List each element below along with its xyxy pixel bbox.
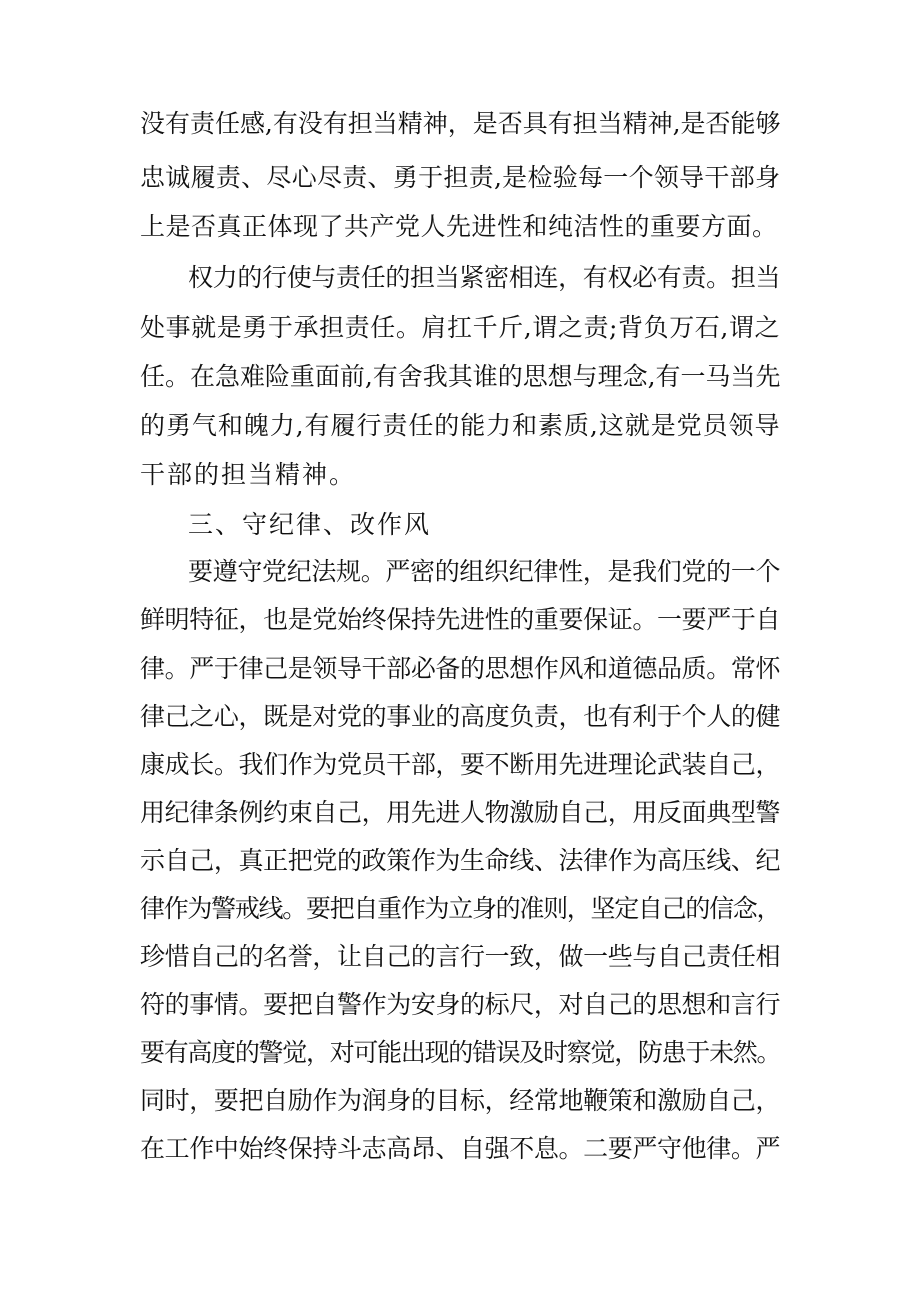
- text-line: 处事就是勇于承担责任。肩扛千斤,谓之责;背负万石,谓之: [140, 313, 780, 342]
- text-line: 用纪律条例约束自己，用先进人物激励自己，用反面典型警: [140, 798, 780, 827]
- text-line: 律。严于律己是领导干部必备的思想作风和道德品质。常怀: [140, 654, 780, 683]
- text-line: 康成长。我们作为党员干部，要不断用先进理论武装自己，: [140, 750, 780, 779]
- section-heading: 三、守纪律、改作风: [188, 510, 432, 539]
- text-line: 的勇气和魄力,有履行责任的能力和素质,这就是党员领导: [140, 411, 780, 440]
- text-line: 忠诚履责、尽心尽责、勇于担责,是检验每一个领导干部身: [140, 163, 780, 192]
- text-line: 在工作中始终保持斗志高昂、自强不息。二要严守他律。严: [140, 1134, 780, 1163]
- text-line: 上是否真正体现了共产党人先进性和纯洁性的重要方面。: [140, 212, 778, 241]
- text-line: 律己之心，既是对党的事业的高度负责，也有利于个人的健: [140, 702, 780, 731]
- text-line: 任。在急难险重面前,有舍我其谁的思想与理念,有一马当先: [140, 362, 780, 391]
- text-line: 示自己，真正把党的政策作为生命线、法律作为高压线、纪: [140, 846, 780, 875]
- paragraph-start-line: 权力的行使与责任的担当紧密相连，有权必有责。担当: [188, 263, 780, 292]
- text-line: 同时，要把自励作为润身的目标，经常地鞭策和激励自己，: [140, 1086, 780, 1115]
- text-line: 珍惜自己的名誉，让自己的言行一致，做一些与自己责任相: [140, 942, 780, 971]
- text-line: 鲜明特征，也是党始终保持先进性的重要保证。一要严于自: [140, 605, 780, 634]
- text-line: 没有责任感,有没有担当精神，是否具有担当精神,是否能够: [140, 109, 780, 138]
- text-line: 要有高度的警觉，对可能出现的错误及时察觉，防患于未然。: [140, 1038, 780, 1067]
- paragraph-start-line: 要遵守党纪法规。严密的组织纪律性，是我们党的一个: [188, 557, 780, 586]
- text-line: 律作为警戒线。要把自重作为立身的准则，坚定自己的信念，: [140, 894, 780, 923]
- text-line: 干部的担当精神。: [140, 460, 357, 489]
- text-line: 符的事情。要把自警作为安身的标尺，对自己的思想和言行: [140, 990, 780, 1019]
